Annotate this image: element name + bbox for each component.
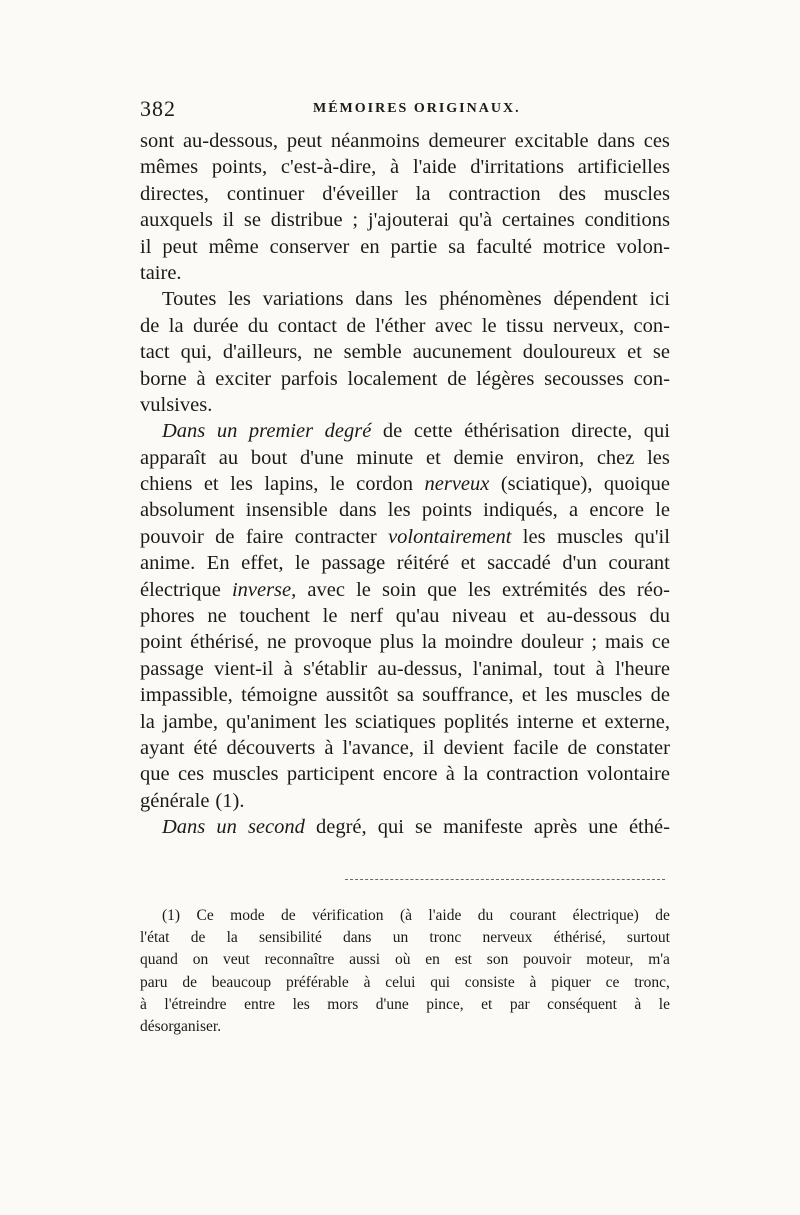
body-line: mêmes points, c'est-à-dire, à l'aide d'irritations artificielles xyxy=(140,156,670,179)
body-line: auxquels il se distribue ; j'ajouterai qu'à certaines conditions xyxy=(140,209,670,232)
body-line: la jambe, qu'animent les sciatiques poplités interne et externe, xyxy=(140,710,670,733)
body-line: anime. En effet, le passage réitéré et saccadé d'un courant xyxy=(140,552,670,575)
footnote xyxy=(140,905,670,1038)
body-line: borne à exciter parfois localement de légères secousses con- xyxy=(140,367,670,390)
footnote-line: désorganiser. xyxy=(140,1017,222,1035)
body-line: vulsives. xyxy=(140,393,213,416)
body-line: sont au-dessous, peut néanmoins demeurer excitable dans ces xyxy=(140,130,670,152)
body-line: tact qui, d'ailleurs, ne semble aucunement douloureux et se xyxy=(140,341,670,364)
body-line: générale (1). xyxy=(140,789,245,812)
footnote-line: l'état de la sensibilité dans un tronc nerveux éthérisé, surtout xyxy=(140,929,670,947)
page-header xyxy=(140,96,670,126)
footnote-separator xyxy=(345,879,665,880)
body-line: phores ne touchent le nerf qu'au niveau et au-dessous du xyxy=(140,605,670,628)
body-line: Dans un second degré, qui se manifeste après une éthé- xyxy=(162,816,670,839)
body-line: que ces muscles participent encore à la contraction volontaire xyxy=(140,763,670,786)
footnote-line: quand on veut reconnaître aussi où en est son pouvoir moteur, m'a xyxy=(140,951,670,969)
body-line: point éthérisé, ne provoque plus la moindre douleur ; mais ce xyxy=(140,631,670,654)
body-line: Toutes les variations dans les phénomènes dépendent ici xyxy=(162,288,670,311)
body-line: ayant été découverts à l'avance, il devient facile de constater xyxy=(140,736,670,759)
body-line: taire. xyxy=(140,261,182,284)
body-line: passage vient-il à s'établir au-dessus, l'animal, tout à l'heure xyxy=(140,657,670,680)
body-line: il peut même conserver en partie sa faculté motrice volon- xyxy=(140,235,670,258)
body-line: impassible, témoigne aussitôt sa souffrance, et les muscles de xyxy=(140,684,670,707)
body-line: apparaît au bout d'une minute et demie environ, chez les xyxy=(140,446,670,469)
body-line: de la durée du contact de l'éther avec le tissu nerveux, con- xyxy=(140,314,670,337)
body-line: pouvoir de faire contracter volontairement les muscles qu'il xyxy=(140,525,670,548)
footnote-line: à l'étreindre entre les mors d'une pince, et par conséquent à le xyxy=(140,995,670,1013)
body-line: directes, continuer d'éveiller la contraction des muscles xyxy=(140,182,670,205)
body-line: Dans un premier degré de cette éthérisation directe, qui xyxy=(162,420,670,443)
main-text xyxy=(140,128,670,841)
running-title: MÉMOIRES ORIGINAUX. xyxy=(313,101,521,116)
page-number: 382 xyxy=(140,96,176,121)
body-line: absolument insensible dans les points indiqués, a encore le xyxy=(140,499,670,522)
footnote-line: paru de beaucoup préférable à celui qui consiste à piquer ce tronc, xyxy=(140,973,670,991)
footnote-line: (1) Ce mode de vérification (à l'aide du courant électrique) de xyxy=(162,907,670,924)
body-line: électrique inverse, avec le soin que les extrémités des réo- xyxy=(140,578,670,601)
body-line: chiens et les lapins, le cordon nerveux (sciatique), quoique xyxy=(140,473,670,496)
